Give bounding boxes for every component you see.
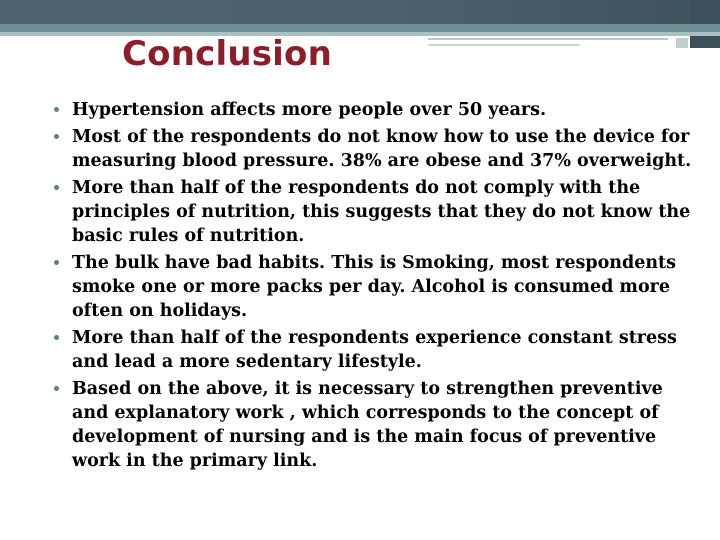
- bullet-dot-icon: [54, 185, 59, 190]
- bullet-dot-icon: [54, 335, 59, 340]
- bullet-list: [54, 98, 694, 476]
- bullet-item: [54, 176, 694, 248]
- decorative-line: [428, 44, 580, 46]
- slide-title: Conclusion: [122, 34, 332, 74]
- decorative-line: [428, 38, 668, 40]
- header-bar: [0, 0, 720, 24]
- bullet-dot-icon: [54, 107, 59, 112]
- bullet-dot-icon: [54, 260, 59, 265]
- bullet-item: [54, 98, 694, 122]
- bullet-item: [54, 326, 694, 374]
- bullet-text: More than half of the respondents do not comply with the principles of nutrition, this suggests that they do not know the basic rules of nutrition.: [72, 178, 691, 246]
- bullet-item: [54, 125, 694, 173]
- bullet-text: Most of the respondents do not know how to use the device for measuring blood pressure. 38% are obese and 37% overweight.: [72, 127, 692, 171]
- header-accent-bar: [0, 24, 720, 32]
- decorative-block: [676, 38, 688, 48]
- bullet-item: [54, 377, 694, 473]
- bullet-text: Hypertension affects more people over 50 years.: [72, 100, 547, 120]
- header-accent-bar-light: [0, 32, 720, 36]
- bullet-text: The bulk have bad habits. This is Smoking, most respondents smoke one or more packs per day. Alcohol is consumed more often on holidays.: [72, 253, 676, 321]
- bullet-text: More than half of the respondents experience constant stress and lead a more sedentary lifestyle.: [72, 328, 677, 372]
- bullet-dot-icon: [54, 134, 59, 139]
- bullet-item: [54, 251, 694, 323]
- bullet-dot-icon: [54, 386, 59, 391]
- bullet-text: Based on the above, it is necessary to strengthen preventive and explanatory work , which corresponds to the concept of development of nursing and is the main focus of preventive work in the primary link.: [72, 379, 663, 471]
